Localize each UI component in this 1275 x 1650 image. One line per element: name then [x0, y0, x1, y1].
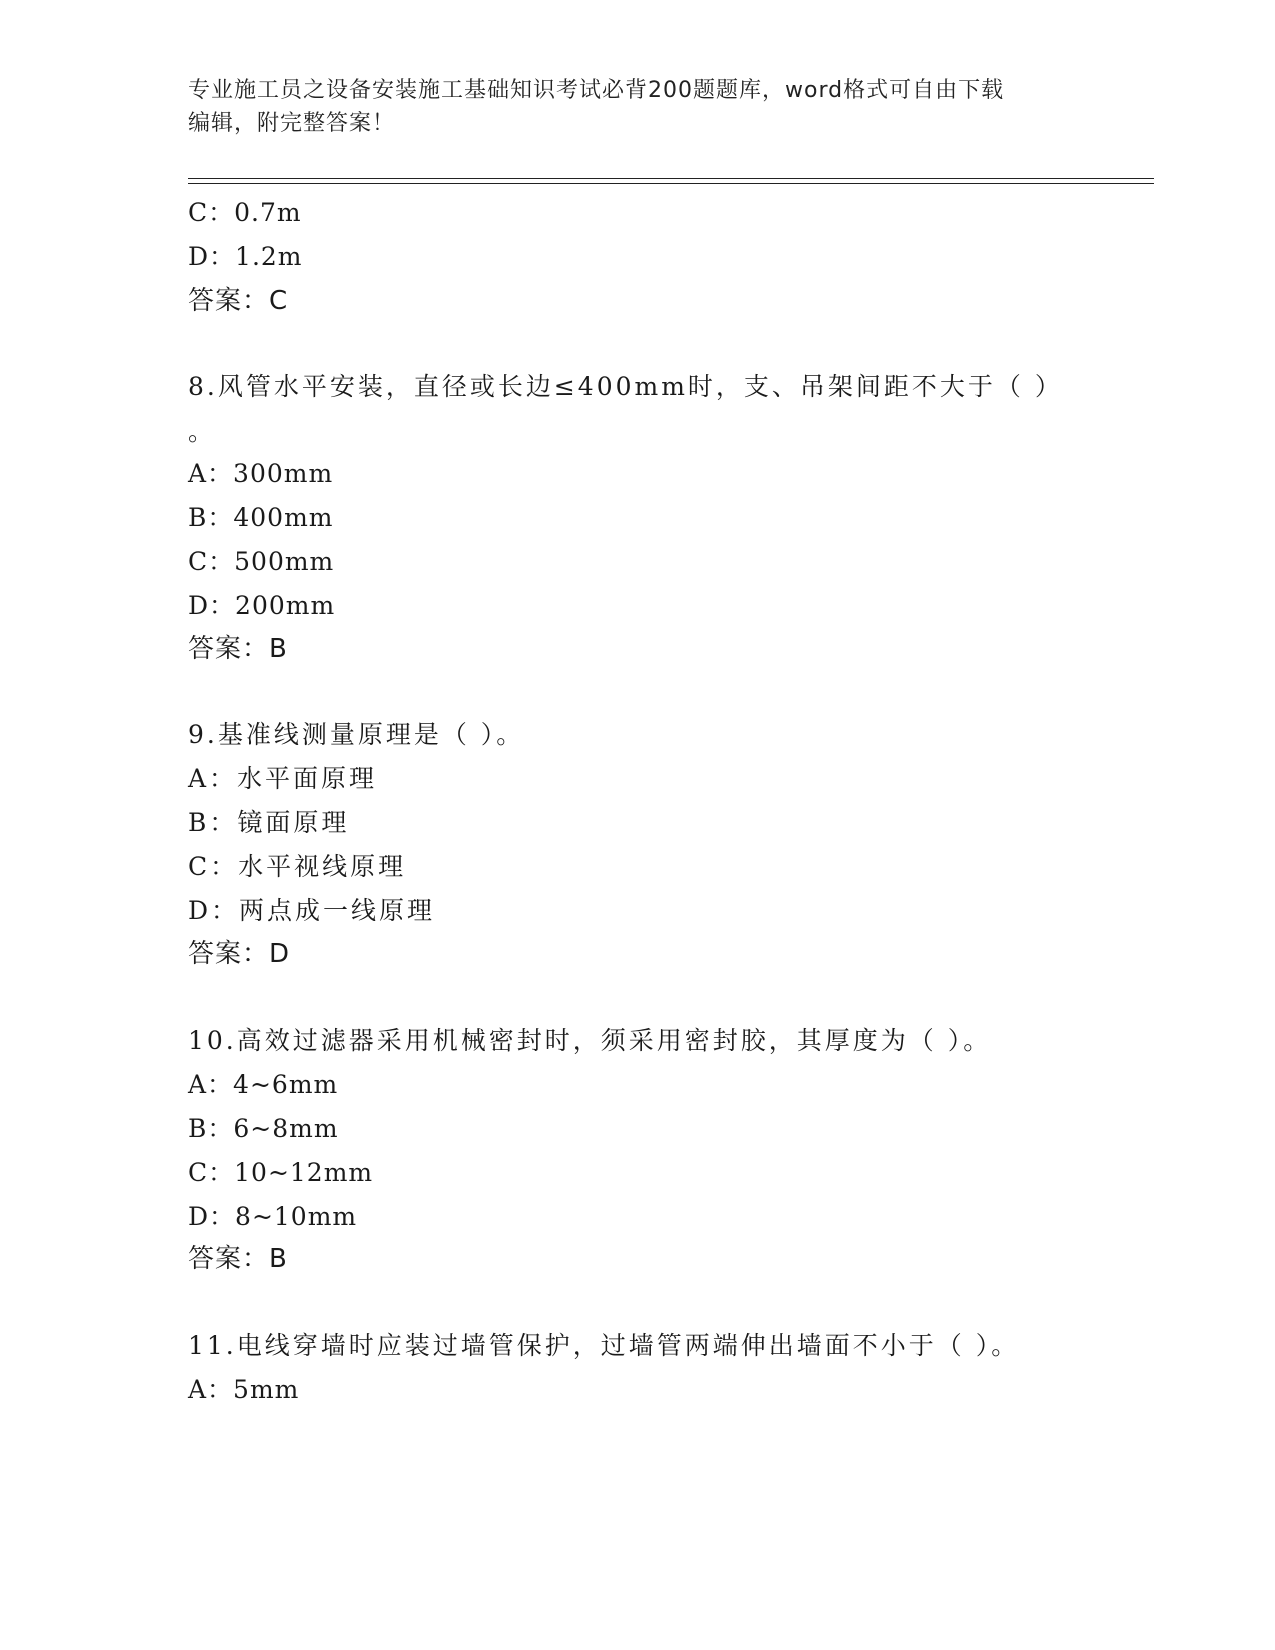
prev-option-d: D：1.2m — [188, 242, 303, 271]
q8-option-d: D：200mm — [188, 591, 336, 620]
q9-option-b: B：镜面原理 — [188, 808, 350, 837]
header-divider-bottom — [188, 183, 1154, 184]
q8-answer: 答案：B — [188, 634, 288, 664]
q8-option-b: B：400mm — [188, 503, 334, 532]
q9-option-d: D：两点成一线原理 — [188, 896, 436, 925]
q8-option-a: A：300mm — [188, 459, 334, 488]
document-header — [188, 74, 1088, 140]
header-line-1: 专业施工员之设备安装施工基础知识考试必背200题题库，word格式可自由下载 — [188, 78, 1005, 103]
q10-option-c: C：10~12mm — [188, 1158, 374, 1187]
q10-answer: 答案：B — [188, 1244, 288, 1274]
q9-answer: 答案：D — [188, 939, 291, 969]
q10-option-a: A：4~6mm — [188, 1070, 339, 1099]
prev-option-c: C：0.7m — [188, 198, 302, 227]
q10-stem: 10.高效过滤器采用机械密封时，须采用密封胶，其厚度为（ ）。 — [188, 1026, 992, 1055]
q8-stem-cont: 。 — [188, 417, 215, 446]
q8-option-c: C：500mm — [188, 547, 335, 576]
q11-stem: 11.电线穿墙时应装过墙管保护，过墙管两端伸出墙面不小于（ ）。 — [188, 1331, 1020, 1360]
q10-option-b: B：6~8mm — [188, 1114, 339, 1143]
q10-option-d: D：8~10mm — [188, 1202, 358, 1231]
header-line-2: 编辑，附完整答案！ — [188, 111, 396, 136]
prev-answer: 答案：C — [188, 286, 289, 316]
q9-option-a: A：水平面原理 — [188, 764, 378, 793]
q8-stem: 8.风管水平安装，直径或长边≤400mm时，支、吊架间距不大于（ ） — [188, 372, 1063, 401]
q11-option-a: A：5mm — [188, 1375, 300, 1404]
header-divider-top — [188, 178, 1154, 179]
q9-option-c: C：水平视线原理 — [188, 852, 407, 881]
q9-stem: 9.基准线测量原理是（ ）。 — [188, 720, 525, 749]
